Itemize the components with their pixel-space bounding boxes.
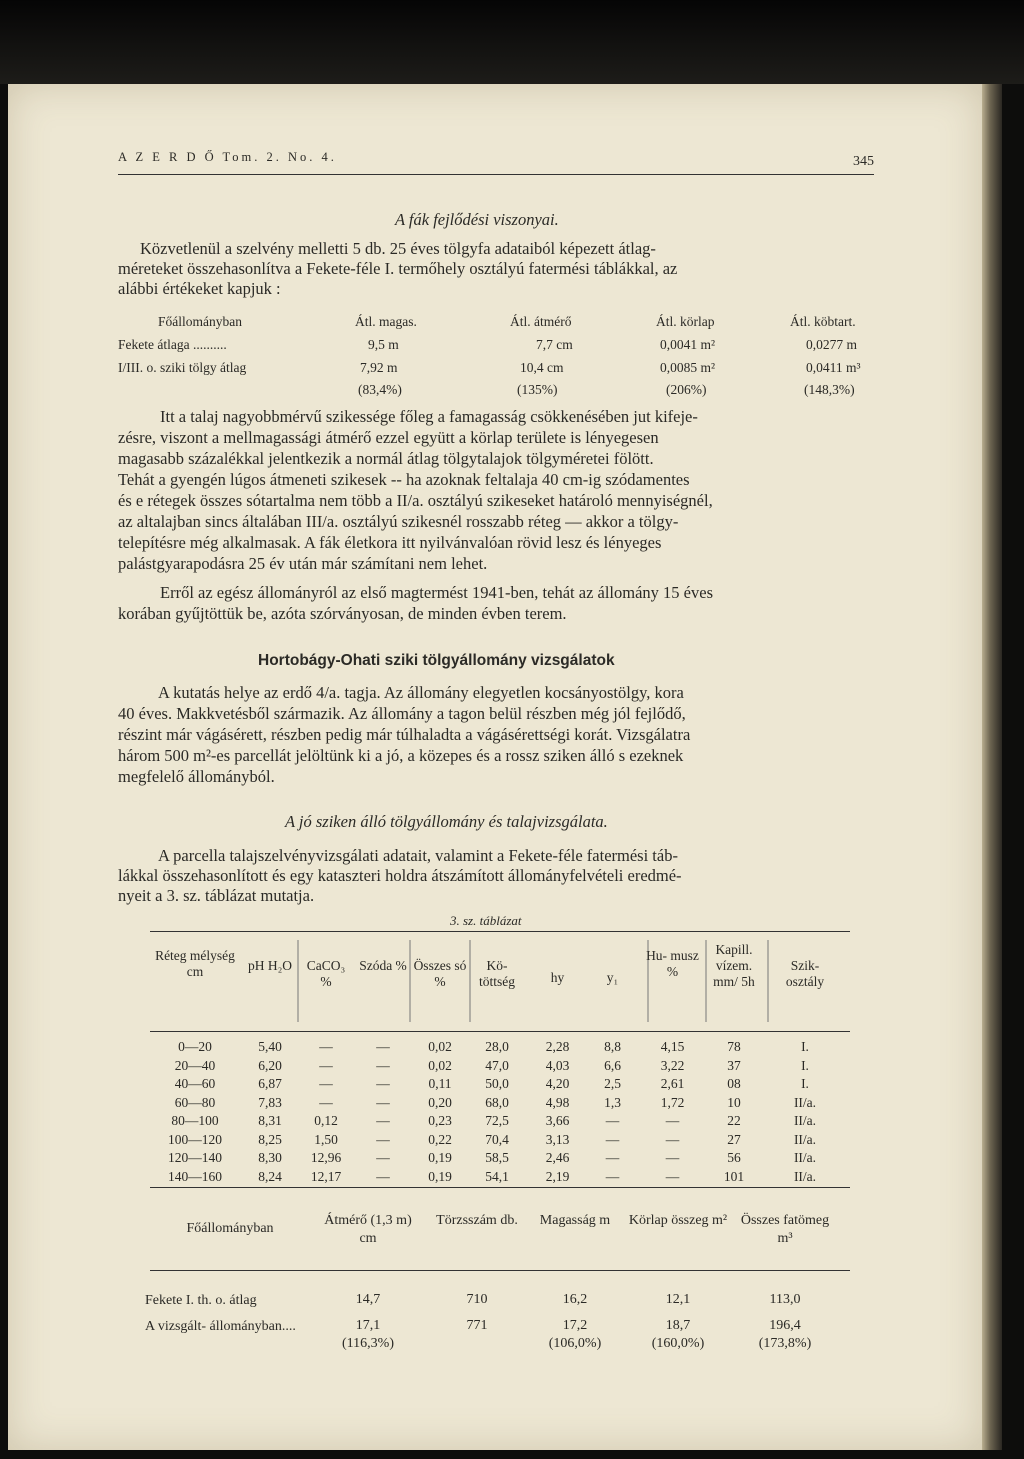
t4-header-1: Átmérő (1,3 m) cm (324, 1213, 412, 1246)
t1-r0-c2: 7,7 cm (536, 337, 573, 352)
t3-header-rule (150, 1031, 850, 1032)
t3-cell: — (605, 1131, 620, 1147)
t3-cell: 0—20 (178, 1039, 212, 1054)
t1-r1-c4: 0,0411 m³ (806, 360, 861, 375)
running-header (118, 148, 874, 175)
t3-cell: 0,19 (428, 1168, 452, 1184)
t3-cell: 0,12 (314, 1113, 338, 1128)
t3-cell: — (319, 1076, 333, 1091)
t3-cell: 1,72 (660, 1094, 685, 1110)
t3-cell: 0,02 (428, 1057, 452, 1073)
t3-header-2: CaCO₃ % (306, 958, 346, 989)
t3-cell: — (319, 1094, 333, 1110)
t1-r1-c1: 7,92 m (360, 360, 398, 375)
t1-r2-c2: (135%) (517, 382, 558, 397)
t4-cell: 710 (466, 1292, 488, 1307)
t3-cell: 0,20 (428, 1094, 452, 1110)
t3-cell: 4,03 (545, 1057, 570, 1073)
scan-background (0, 0, 1024, 84)
para2-line4: Tehát a gyengén lúgos átmeneti szikesek -- ha azoknak feltalaja 40 cm-ig szódamentes (118, 470, 690, 489)
t3-cell: II/a. (793, 1094, 817, 1110)
t3-header-6: hy (550, 970, 565, 985)
t3-cell: 70,4 (485, 1131, 509, 1147)
t3-cell: — (376, 1131, 390, 1147)
t4-header-0: Főállományban (186, 1221, 274, 1236)
t3-cell: 22 (727, 1113, 741, 1128)
t3-cell: 6,87 (258, 1076, 282, 1091)
t3-cell: 1,3 (604, 1094, 621, 1110)
t3-cell: I. (801, 1076, 809, 1091)
t3-top-rule (150, 931, 850, 932)
t3-cell: 1,50 (314, 1131, 338, 1147)
t3-cell: 56 (727, 1150, 741, 1165)
t1-header-3: Átl. körlap (656, 314, 715, 329)
t3-cell: 8,31 (258, 1113, 282, 1128)
t4-cell: (160,0%) (651, 1336, 705, 1351)
t3-cell: 8,8 (604, 1039, 621, 1054)
t3-cell: — (605, 1150, 620, 1165)
t3-cell: — (605, 1113, 620, 1128)
s3-line3: nyeit a 3. sz. táblázat mutatja. (118, 886, 315, 905)
t3-cell: 8,30 (258, 1150, 282, 1165)
t3-cell: 4,15 (660, 1039, 685, 1054)
t3-cell: 37 (727, 1057, 741, 1073)
t1-r2-c1: (83,4%) (358, 382, 402, 397)
t3-cell: — (665, 1131, 680, 1147)
s2-line4: három 500 m²-es parcellát jelöltünk ki a jó, a közepes és a rossz sziken álló s ezeknek (118, 746, 684, 765)
t3-cell: 08 (727, 1076, 741, 1091)
t3-cell: 0,22 (428, 1131, 452, 1147)
t3-cell: 58,5 (485, 1150, 509, 1165)
t3-cell: 0,02 (428, 1039, 452, 1054)
t3-cell: 0,23 (428, 1113, 452, 1128)
para3-line1: Erről az egész állományról az első magtermést 1941-ben, tehát az állomány 15 éves (160, 583, 713, 602)
t3-cell: 0,19 (428, 1150, 452, 1165)
t3-cell: 28,0 (485, 1039, 509, 1054)
t4-cell: 113,0 (769, 1292, 801, 1307)
t4-cell: 18,7 (665, 1318, 691, 1333)
t3-cell: I. (801, 1039, 809, 1054)
t1-r1-c0: I/III. o. sziki tölgy átlag (118, 360, 247, 375)
t3-cell: 0,11 (428, 1076, 452, 1091)
t3-cell: 3,22 (660, 1057, 685, 1073)
t4-header-4: Körlap összeg m² (628, 1213, 728, 1228)
t4-cell: A vizsgált- állományban.... (145, 1319, 296, 1334)
t3-header-1: pH H₂O (247, 958, 293, 973)
t3-cell: 6,6 (604, 1057, 621, 1073)
t3-cell: 3,13 (545, 1131, 570, 1147)
t3-cell: 10 (727, 1094, 741, 1110)
t3-cell: 27 (727, 1131, 741, 1147)
t1-r0-c1: 9,5 m (368, 337, 399, 352)
s2-line1: A kutatás helye az erdő 4/a. tagja. Az állomány elegyetlen kocsányostölgy, kora (158, 683, 684, 702)
t3-cell: 40—60 (174, 1076, 216, 1091)
t3-cell: 120—140 (168, 1150, 222, 1165)
t1-header-0: Főállományban (158, 314, 242, 329)
para2-line8: palástgyarapodásra 25 év után már számítani nem lehet. (118, 554, 488, 573)
t3-cell: II/a. (793, 1168, 817, 1184)
t4-header-2: Törzsszám db. (436, 1213, 518, 1228)
s2-line3: részint már vágásérett, részben pedig már túlhaladta a vágásérettségi korát. Vizsgálatra (118, 725, 691, 744)
t3-cell: 140—160 (168, 1168, 222, 1184)
t4-cell: 196,4 (769, 1318, 801, 1333)
t3-cell: 47,0 (485, 1057, 509, 1073)
t3-cell: — (376, 1168, 390, 1184)
t4-cell: 771 (466, 1318, 488, 1333)
section-title-2: Hortobágy-Ohati sziki tölgyállomány vizsgálatok (258, 652, 615, 669)
t3-cell: 4,98 (545, 1094, 570, 1110)
s2-line5: megfelelő állományból. (118, 767, 275, 786)
para1-line2: méreteket összehasonlítva a Fekete-féle I. termőhely osztályú fatermési táblákkal, az (118, 259, 678, 278)
t3-cell: 72,5 (485, 1113, 509, 1128)
para2-line3: magasabb százalékkal jelentkezik a normál átlag tölgytalajok tölgyméretei fölött. (118, 449, 654, 468)
t4-cell: 17,2 (562, 1318, 588, 1333)
t1-r0-c3: 0,0041 m² (660, 337, 716, 352)
t3-cell: — (376, 1076, 390, 1091)
t1-r2-c4: (148,3%) (804, 382, 855, 397)
t4-cell: (106,0%) (548, 1336, 602, 1351)
t3-cell: — (376, 1039, 390, 1054)
t3-cell: 20—40 (174, 1057, 216, 1073)
s3-line1: A parcella talajszelvényvizsgálati adatait, valamint a Fekete-féle fatermési táb- (158, 846, 678, 865)
t1-header-4: Átl. köbtart. (790, 314, 856, 329)
page-number: 345 (853, 154, 874, 169)
t3-cell: 80—100 (171, 1113, 219, 1128)
para2-line2: zésre, viszont a mellmagassági átmérő ezzel együtt a körlap területe is lényegesen (118, 428, 659, 447)
t3-cell: 8,25 (258, 1131, 282, 1147)
para1-line3: alábbi értékeket kapjuk : (118, 279, 281, 298)
t1-r2-c3: (206%) (666, 382, 707, 397)
t4-cell: 14,7 (355, 1292, 381, 1307)
t3-cell: — (376, 1150, 390, 1165)
t4-header-rule (150, 1270, 850, 1271)
t3-cell: 101 (723, 1168, 745, 1184)
t4-cell: 17,1 (355, 1318, 381, 1333)
t1-r1-c2: 10,4 cm (520, 360, 564, 375)
t3-cell: 4,20 (545, 1076, 570, 1091)
t3-cell: 68,0 (485, 1094, 509, 1110)
t3-header-8: Hu- musz % (646, 948, 699, 979)
t3-header-0: Réteg mélység cm (155, 948, 235, 979)
t3-cell: — (319, 1039, 333, 1054)
t3-header-3: Szóda % (359, 958, 407, 973)
t3-header-5: Kö- töttség (479, 958, 515, 989)
t3-cell: — (376, 1113, 390, 1128)
t3-cell: 8,24 (258, 1168, 282, 1184)
t3-cell: 54,1 (485, 1168, 509, 1184)
section-title-3: A jó sziken álló tölgyállomány és talajvizsgálata. (285, 812, 608, 831)
t3-header-10: Szik- osztály (785, 958, 825, 989)
t3-header-4: Összes só % (413, 958, 467, 989)
t3-cell: 60—80 (174, 1094, 216, 1110)
t3-cell: 2,28 (545, 1039, 570, 1054)
para2-line5: és e rétegek összes sótartalma nem több a II/a. osztályú szikeseket határoló mennyiségnél, (118, 491, 713, 510)
para2-line7: telepítésre még alkalmasak. A fák életkora itt nyilvánvalóan rövid lesz és lényeges (118, 533, 662, 552)
t3-header-7: y₁ (606, 970, 619, 985)
t4-cell: 16,2 (562, 1292, 588, 1307)
t3-cell: II/a. (793, 1150, 817, 1165)
t3-cell: — (319, 1057, 333, 1073)
para2-line1: Itt a talaj nagyobbmérvű szikessége főleg a famagasság csökkenésében jut kifeje- (160, 407, 698, 426)
t3-cell: — (665, 1113, 680, 1128)
section-title-1: A fák fejlődési viszonyai. (395, 210, 559, 229)
t3-header-9: Kapill. vízem. mm/ 5h (713, 942, 755, 989)
t3-cell: — (605, 1168, 620, 1184)
t3-cell: — (665, 1150, 680, 1165)
t1-r0-c4: 0,0277 m (806, 337, 858, 352)
t3-cell: 78 (727, 1039, 741, 1054)
t4-cell: Fekete I. th. o. átlag (145, 1293, 257, 1308)
t3-cell: 12,96 (310, 1150, 342, 1165)
para1-line1: Közvetlenül a szelvény melletti 5 db. 25 éves tölgyfa adataiból képezett átlag- (140, 239, 656, 258)
t3-cell: 2,5 (604, 1076, 621, 1091)
t3-cell: 6,20 (258, 1057, 282, 1073)
book-spine (982, 84, 1002, 1450)
t1-header-1: Átl. magas. (355, 314, 417, 329)
t3-cell: I. (801, 1057, 809, 1073)
t3-cell: 2,46 (545, 1150, 570, 1165)
t3-cell: II/a. (793, 1113, 817, 1128)
t4-cell: (173,8%) (758, 1336, 812, 1351)
t3-cell: — (665, 1168, 680, 1184)
t3-cell: 100—120 (168, 1131, 222, 1147)
t3-cell: 3,66 (545, 1113, 570, 1128)
t4-cell: (116,3%) (342, 1336, 394, 1351)
table-3-caption: 3. sz. táblázat (450, 913, 522, 928)
s2-line2: 40 éves. Makkvetésből származik. Az állomány a tagon belül részben még jól fejlődő, (118, 704, 686, 723)
t3-cell: 5,40 (258, 1039, 282, 1054)
t1-r1-c3: 0,0085 m² (660, 360, 716, 375)
t4-cell: 12,1 (665, 1292, 691, 1307)
para3-line2: korában gyűjtöttük be, azóta szórványosan, de minden évben terem. (118, 604, 567, 623)
t1-r0-c0: Fekete átlaga .......... (118, 337, 227, 352)
t3-cell: 50,0 (485, 1076, 509, 1091)
t3-cell: 2,19 (545, 1168, 570, 1184)
t3-cell: 7,83 (258, 1094, 282, 1110)
t3-cell: 12,17 (310, 1168, 342, 1184)
t3-cell: — (376, 1057, 390, 1073)
t3-cell: 2,61 (660, 1076, 685, 1091)
journal-title: A Z E R D Ő Tom. 2. No. 4. (118, 150, 337, 164)
t3-cell: — (376, 1094, 390, 1110)
t4-header-5: Összes fatömeg m³ (740, 1213, 830, 1246)
t4-header-3: Magasság m (539, 1213, 611, 1228)
s3-line2: lákkal összehasonlított és egy kataszteri holdra átszámított állományfelvételi eredmé- (118, 866, 682, 885)
t1-header-2: Átl. átmérő (510, 314, 572, 329)
para2-line6: az altalajban sincs általában III/a. osztályú szikesnél rosszabb réteg — akkor a tölgy- (118, 512, 679, 531)
t3-cell: II/a. (793, 1131, 817, 1147)
t3-bottom-rule (150, 1187, 850, 1188)
